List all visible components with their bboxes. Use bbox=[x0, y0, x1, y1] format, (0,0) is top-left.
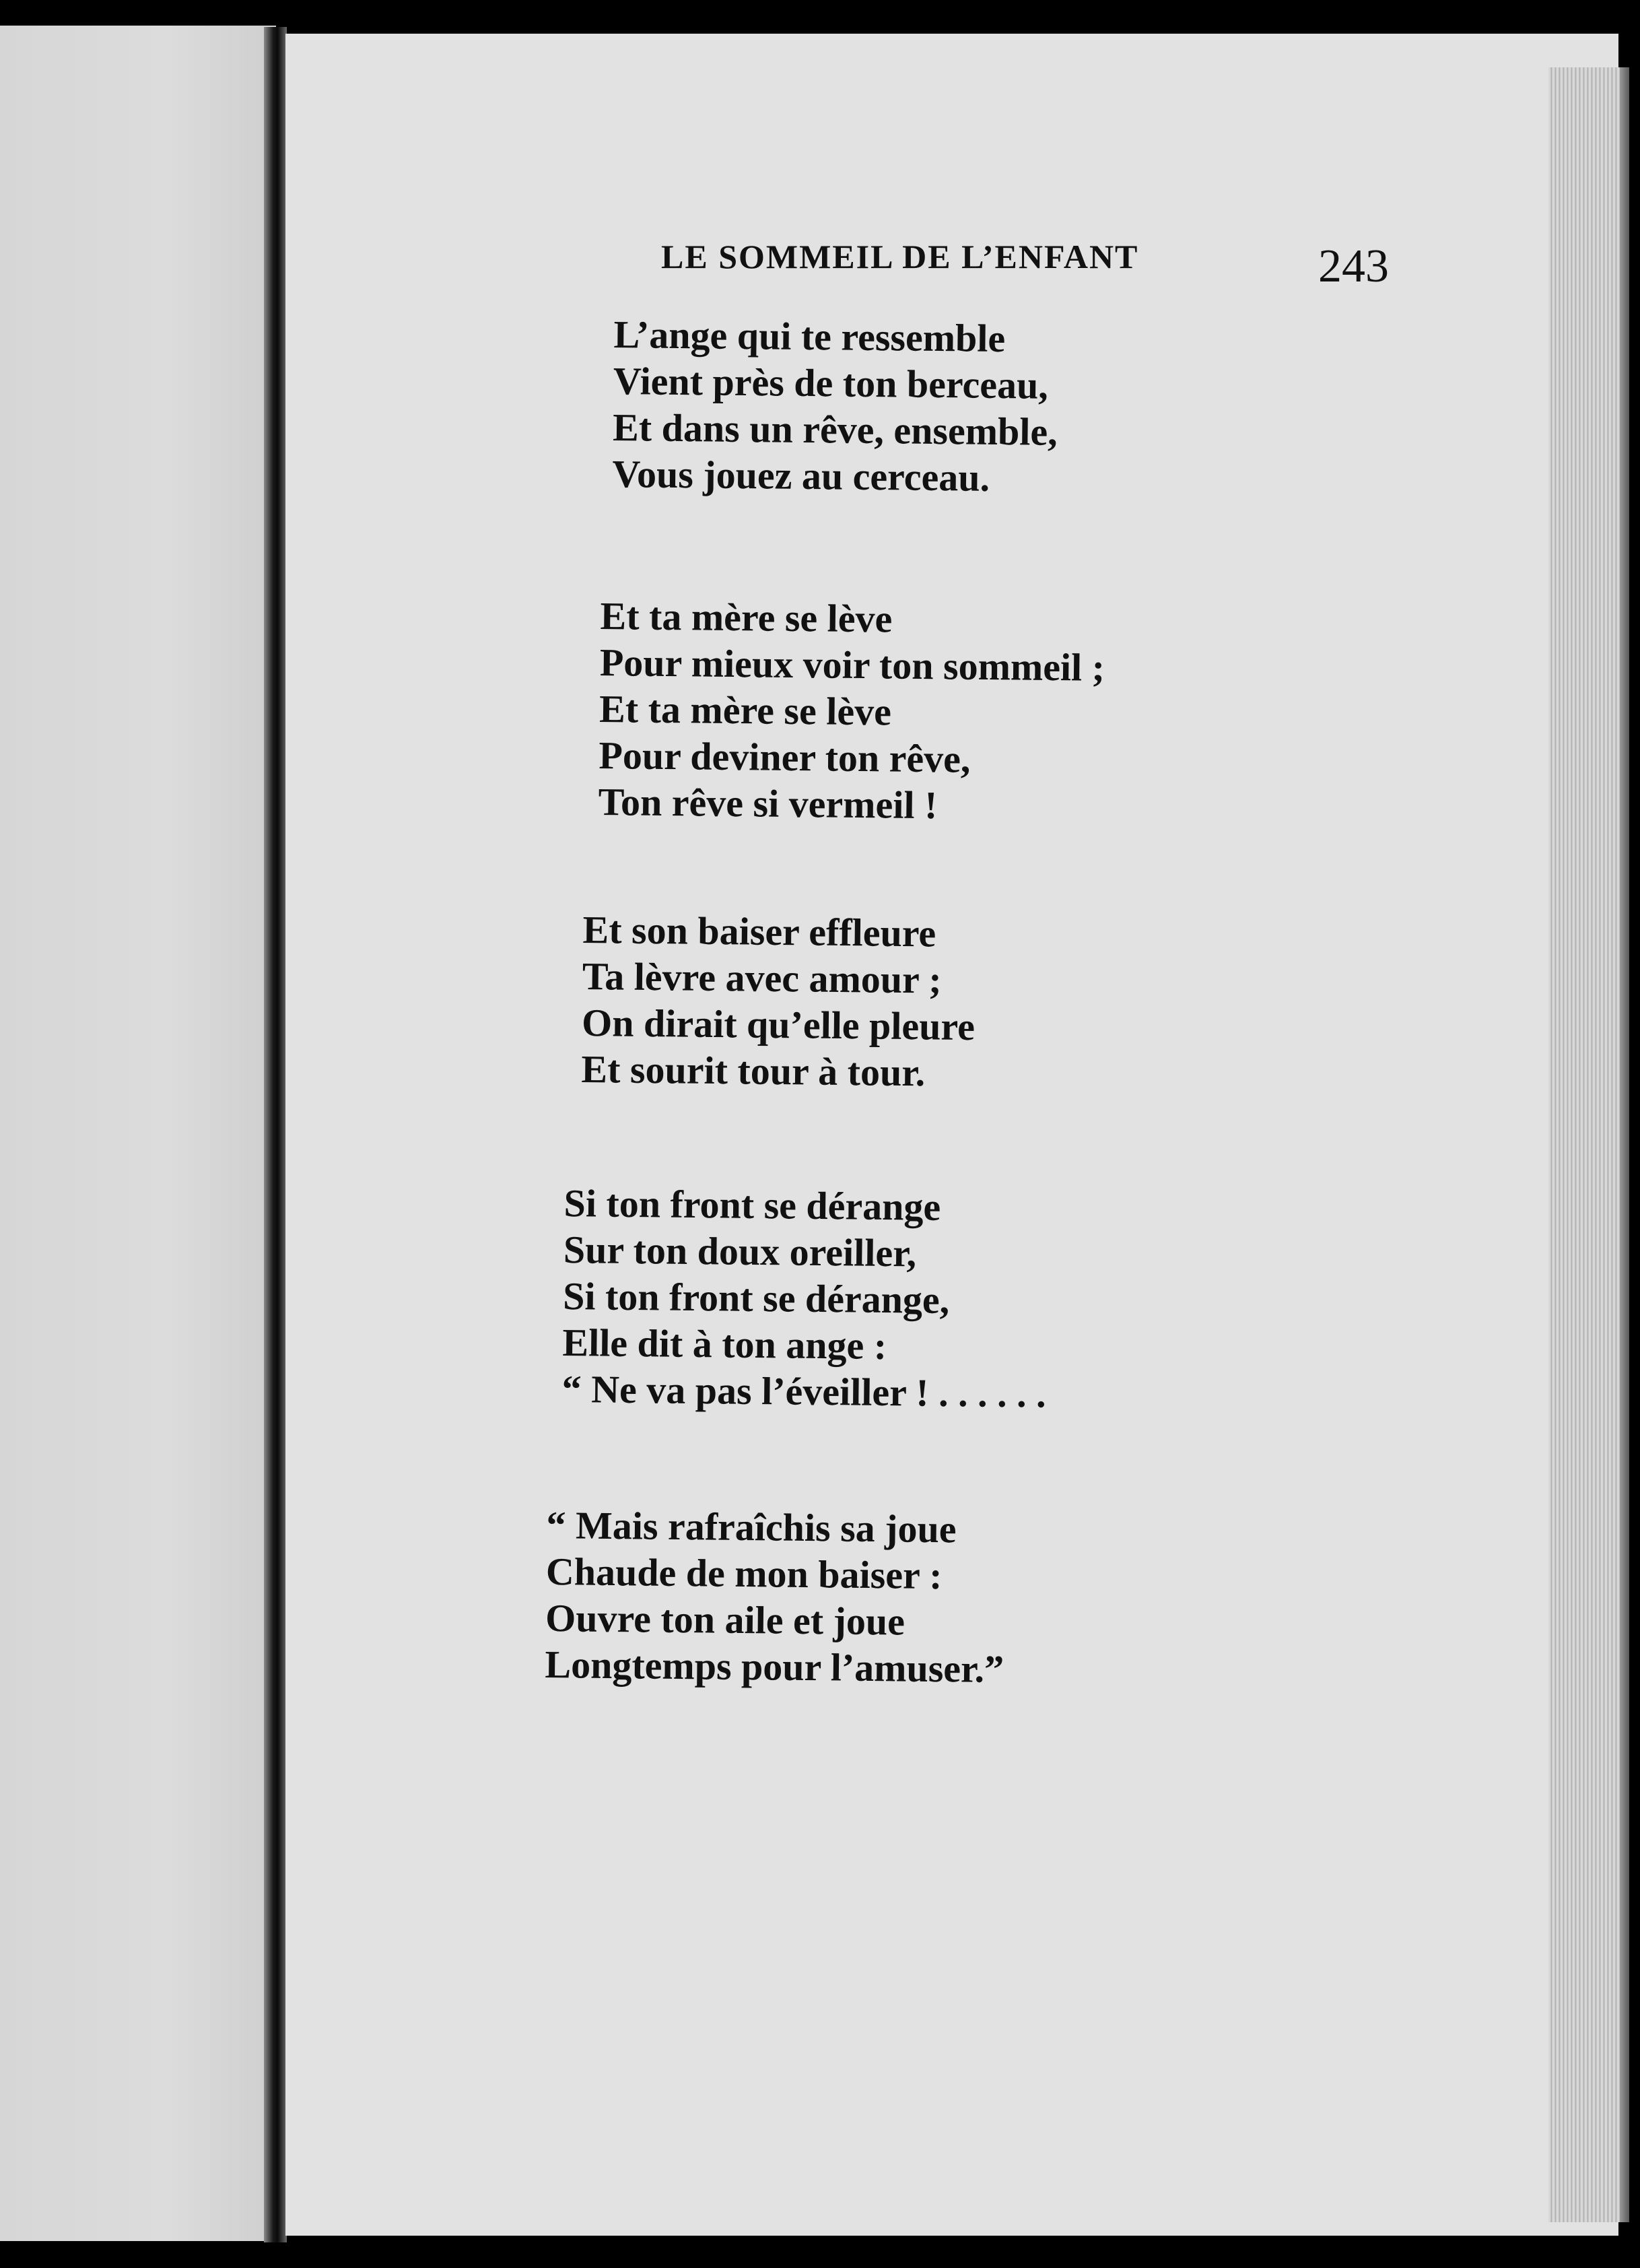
stanza bbox=[561, 1180, 1048, 1418]
left-page bbox=[0, 26, 276, 2241]
poem-line: Si ton front se dérange bbox=[563, 1180, 941, 1229]
stanza bbox=[612, 311, 1058, 502]
poem-line: Longtemps pour l’amuser.” bbox=[545, 1642, 1004, 1692]
poem-line: On dirait qu’elle pleure bbox=[581, 1000, 976, 1049]
poem-line: L’ange qui te ressemble bbox=[613, 312, 1006, 361]
page-number: 243 bbox=[1318, 240, 1389, 292]
stanza bbox=[581, 906, 976, 1096]
poem-line: Ton rêve si vermeil ! bbox=[598, 779, 938, 828]
poem-line: Elle dit à ton ange : bbox=[562, 1320, 887, 1368]
poem-line: Ta lèvre avec amour ; bbox=[582, 954, 942, 1002]
poem-line: Et dans un rêve, ensemble, bbox=[612, 405, 1058, 454]
poem-line: Vous jouez au cerceau. bbox=[612, 451, 990, 500]
poem-line: Vient près de ton berceau, bbox=[613, 358, 1049, 407]
page-edges bbox=[1548, 67, 1629, 2222]
poem-line: “ Mais rafraîchis sa joue bbox=[546, 1503, 957, 1552]
poem-line: Et ta mère se lève bbox=[600, 593, 893, 641]
poem-line: Et sourit tour à tour. bbox=[581, 1046, 926, 1095]
poem-line: Sur ton doux oreiller, bbox=[563, 1227, 917, 1275]
poem-line: Pour mieux voir ton sommeil ; bbox=[599, 640, 1105, 690]
poem-line: Si ton front se dérange, bbox=[562, 1273, 950, 1323]
poem-line: Et son baiser effleure bbox=[582, 907, 936, 956]
poem-line: Et ta mère se lève bbox=[599, 686, 892, 734]
poem-line: Ouvre ton aile et joue bbox=[545, 1595, 906, 1644]
stanza bbox=[545, 1502, 1005, 1692]
poem-line: “ Ne va pas l’éveiller ! . . . . . . bbox=[561, 1366, 1047, 1416]
running-head: LE SOMMEIL DE L’ENFANT bbox=[661, 238, 1139, 275]
book-gutter bbox=[264, 27, 287, 2242]
stanza bbox=[598, 593, 1105, 830]
poem-line: Chaude de mon baiser : bbox=[545, 1549, 943, 1598]
poem-line: Pour deviner ton rêve, bbox=[599, 733, 971, 781]
